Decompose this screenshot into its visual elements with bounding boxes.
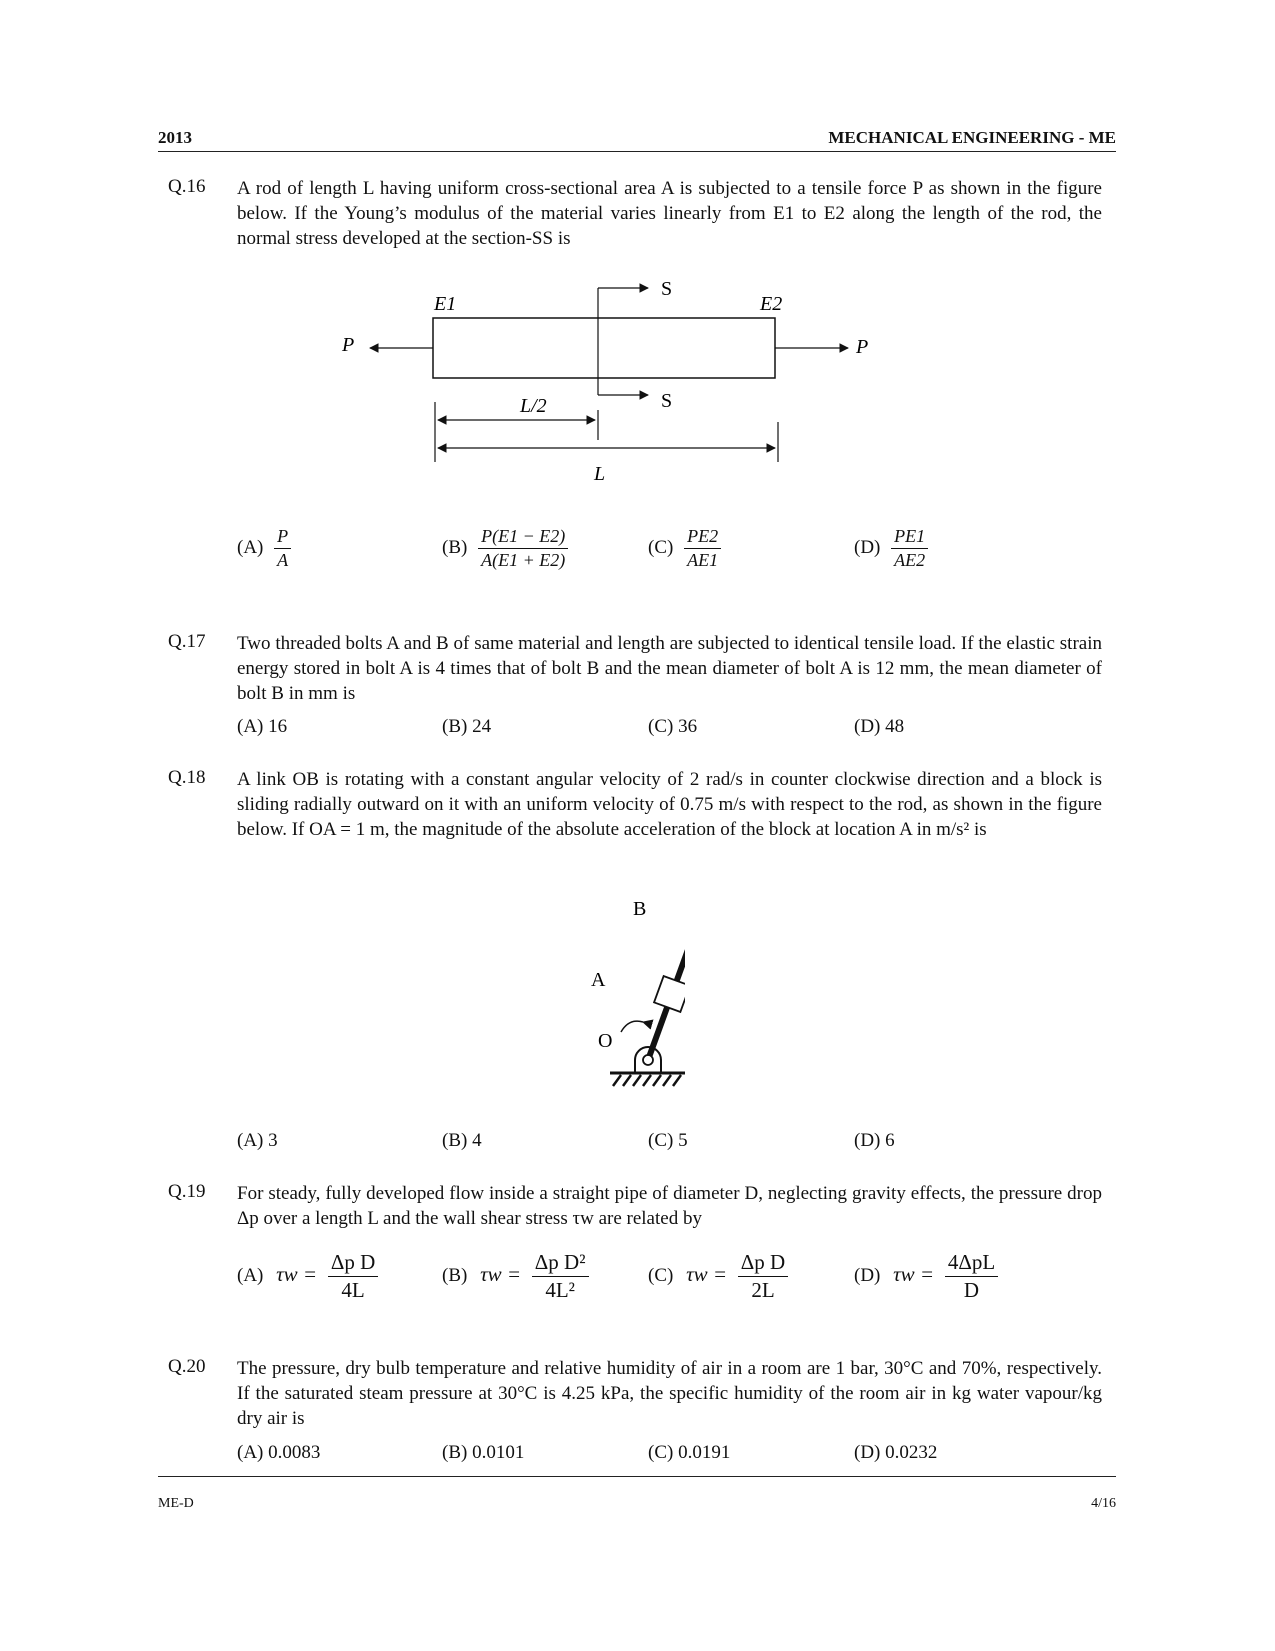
link-figure	[555, 890, 685, 1120]
footer-code: ME-D	[158, 1496, 194, 1511]
option-d: (D) τw = $\frac{\text{4ΔpL}}{D}$	[854, 1250, 998, 1303]
option-a: (A) 0.0083	[237, 1442, 321, 1463]
option-a: (A) τw = $\frac{\text{Δp D}}{4L}$	[237, 1250, 378, 1303]
option-d: (D) 0.0232	[854, 1442, 938, 1463]
question-number: Q.16	[168, 176, 206, 197]
label-o: O	[598, 1030, 613, 1052]
label-a: A	[591, 969, 606, 991]
option-c: (C) 36	[648, 716, 698, 737]
pivot-o	[643, 1055, 653, 1065]
label-e2: E2	[760, 293, 783, 315]
option-c: (C) 5	[648, 1130, 688, 1151]
option-b: (B) 0.0101	[442, 1442, 525, 1463]
question-text: For steady, fully developed flow inside a straight pipe of diameter D, neglecting gravity effects, the pressure drop Δp over a length L and the wall shear stress τw are related by	[237, 1183, 1102, 1229]
option-b: (B) τw = $\frac{\text{Δp D²}}{\text{4L²}}$	[442, 1250, 589, 1303]
header-year: 2013	[158, 128, 192, 147]
question-number: Q.19	[168, 1181, 206, 1202]
option-d: (D) $\frac{PE1}{AE2}$	[854, 526, 928, 571]
footer-rule	[158, 1476, 1116, 1477]
header-subject: MECHANICAL ENGINEERING - ME	[828, 128, 1116, 147]
rod-body	[433, 318, 775, 378]
header-rule	[158, 151, 1116, 152]
option-b: (B) 4	[442, 1130, 482, 1151]
label-length: L	[594, 463, 606, 485]
option-c: (C) 0.0191	[648, 1442, 731, 1463]
label-p-left: P	[342, 334, 355, 356]
option-a: (A) $\frac{P}{A}$	[237, 526, 291, 571]
question-number: Q.18	[168, 767, 206, 788]
label-s-bottom: S	[661, 390, 673, 412]
option-d: (D) 6	[854, 1130, 895, 1151]
option-a: (A) 16	[237, 716, 288, 737]
slider-block	[654, 976, 685, 1012]
option-d: (D) 48	[854, 716, 905, 737]
question-number: Q.20	[168, 1356, 206, 1377]
option-c: (C) $\frac{PE2}{AE1}$	[648, 526, 721, 571]
rod-figure	[330, 270, 890, 495]
question-text: A link OB is rotating with a constant angular velocity of 2 rad/s in counter clockwise direction and a block is sliding radially outward on it with an uniform velocity of 0.75 m/s with respect to the rod, as shown in the figure below. If OA = 1 m, the magnitude of the absolute acceleration of the block at location A in m/s² is	[237, 769, 1102, 840]
label-b: B	[633, 898, 647, 920]
option-a: (A) 3	[237, 1130, 278, 1151]
question-text: Two threaded bolts A and B of same material and length are subjected to identical tensile load. If the elastic strain energy stored in bolt A is 4 times that of bolt B and the mean diameter of bolt A is 12 mm, the mean diameter of bolt B in mm is	[237, 633, 1102, 704]
rotation-arrow	[621, 1021, 643, 1032]
option-b: (B) 24	[442, 716, 492, 737]
label-s-top: S	[661, 278, 673, 300]
question-text: A rod of length L having uniform cross-sectional area A is subjected to a tensile force P as shown in the figure below. If the Young’s modulus of the material varies linearly from E1 to E2 along the length of the rod, the normal stress developed at the section-SS is	[237, 178, 1102, 249]
option-b: (B) $\frac{P(E1 - E2)}{A(E1 + E2)}$	[442, 526, 568, 571]
question-number: Q.17	[168, 631, 206, 652]
label-half-length: L/2	[520, 395, 547, 417]
label-e1: E1	[434, 293, 457, 315]
question-text: The pressure, dry bulb temperature and relative humidity of air in a room are 1 bar, 30°C and 70%, respectively. If the saturated steam pressure at 30°C is 4.25 kPa, the specific humidity of the room air in kg water vapour/kg dry air is	[237, 1358, 1102, 1429]
option-c: (C) τw = $\frac{\text{Δp D}}{2L}$	[648, 1250, 788, 1303]
label-p-right: P	[856, 336, 869, 358]
footer-page-number: 4/16	[1091, 1496, 1116, 1511]
